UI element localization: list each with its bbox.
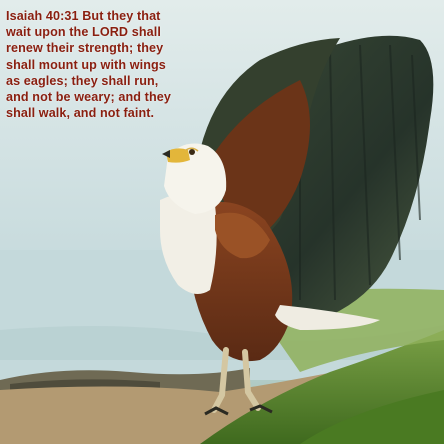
verse-line: shall mount up with wings — [6, 57, 166, 72]
verse-line: wait upon the LORD shall — [6, 25, 161, 40]
verse-line: shall walk, and not faint. — [6, 106, 155, 121]
verse-line: Isaiah 40:31 But they that — [6, 9, 161, 23]
bible-verse-text — [6, 8, 216, 121]
verse-line: renew their strength; they — [6, 41, 164, 56]
verse-line: as eagles; they shall run, — [6, 73, 159, 88]
verse-line: and not be weary; and they — [6, 90, 171, 105]
eagle-eye — [189, 149, 195, 155]
